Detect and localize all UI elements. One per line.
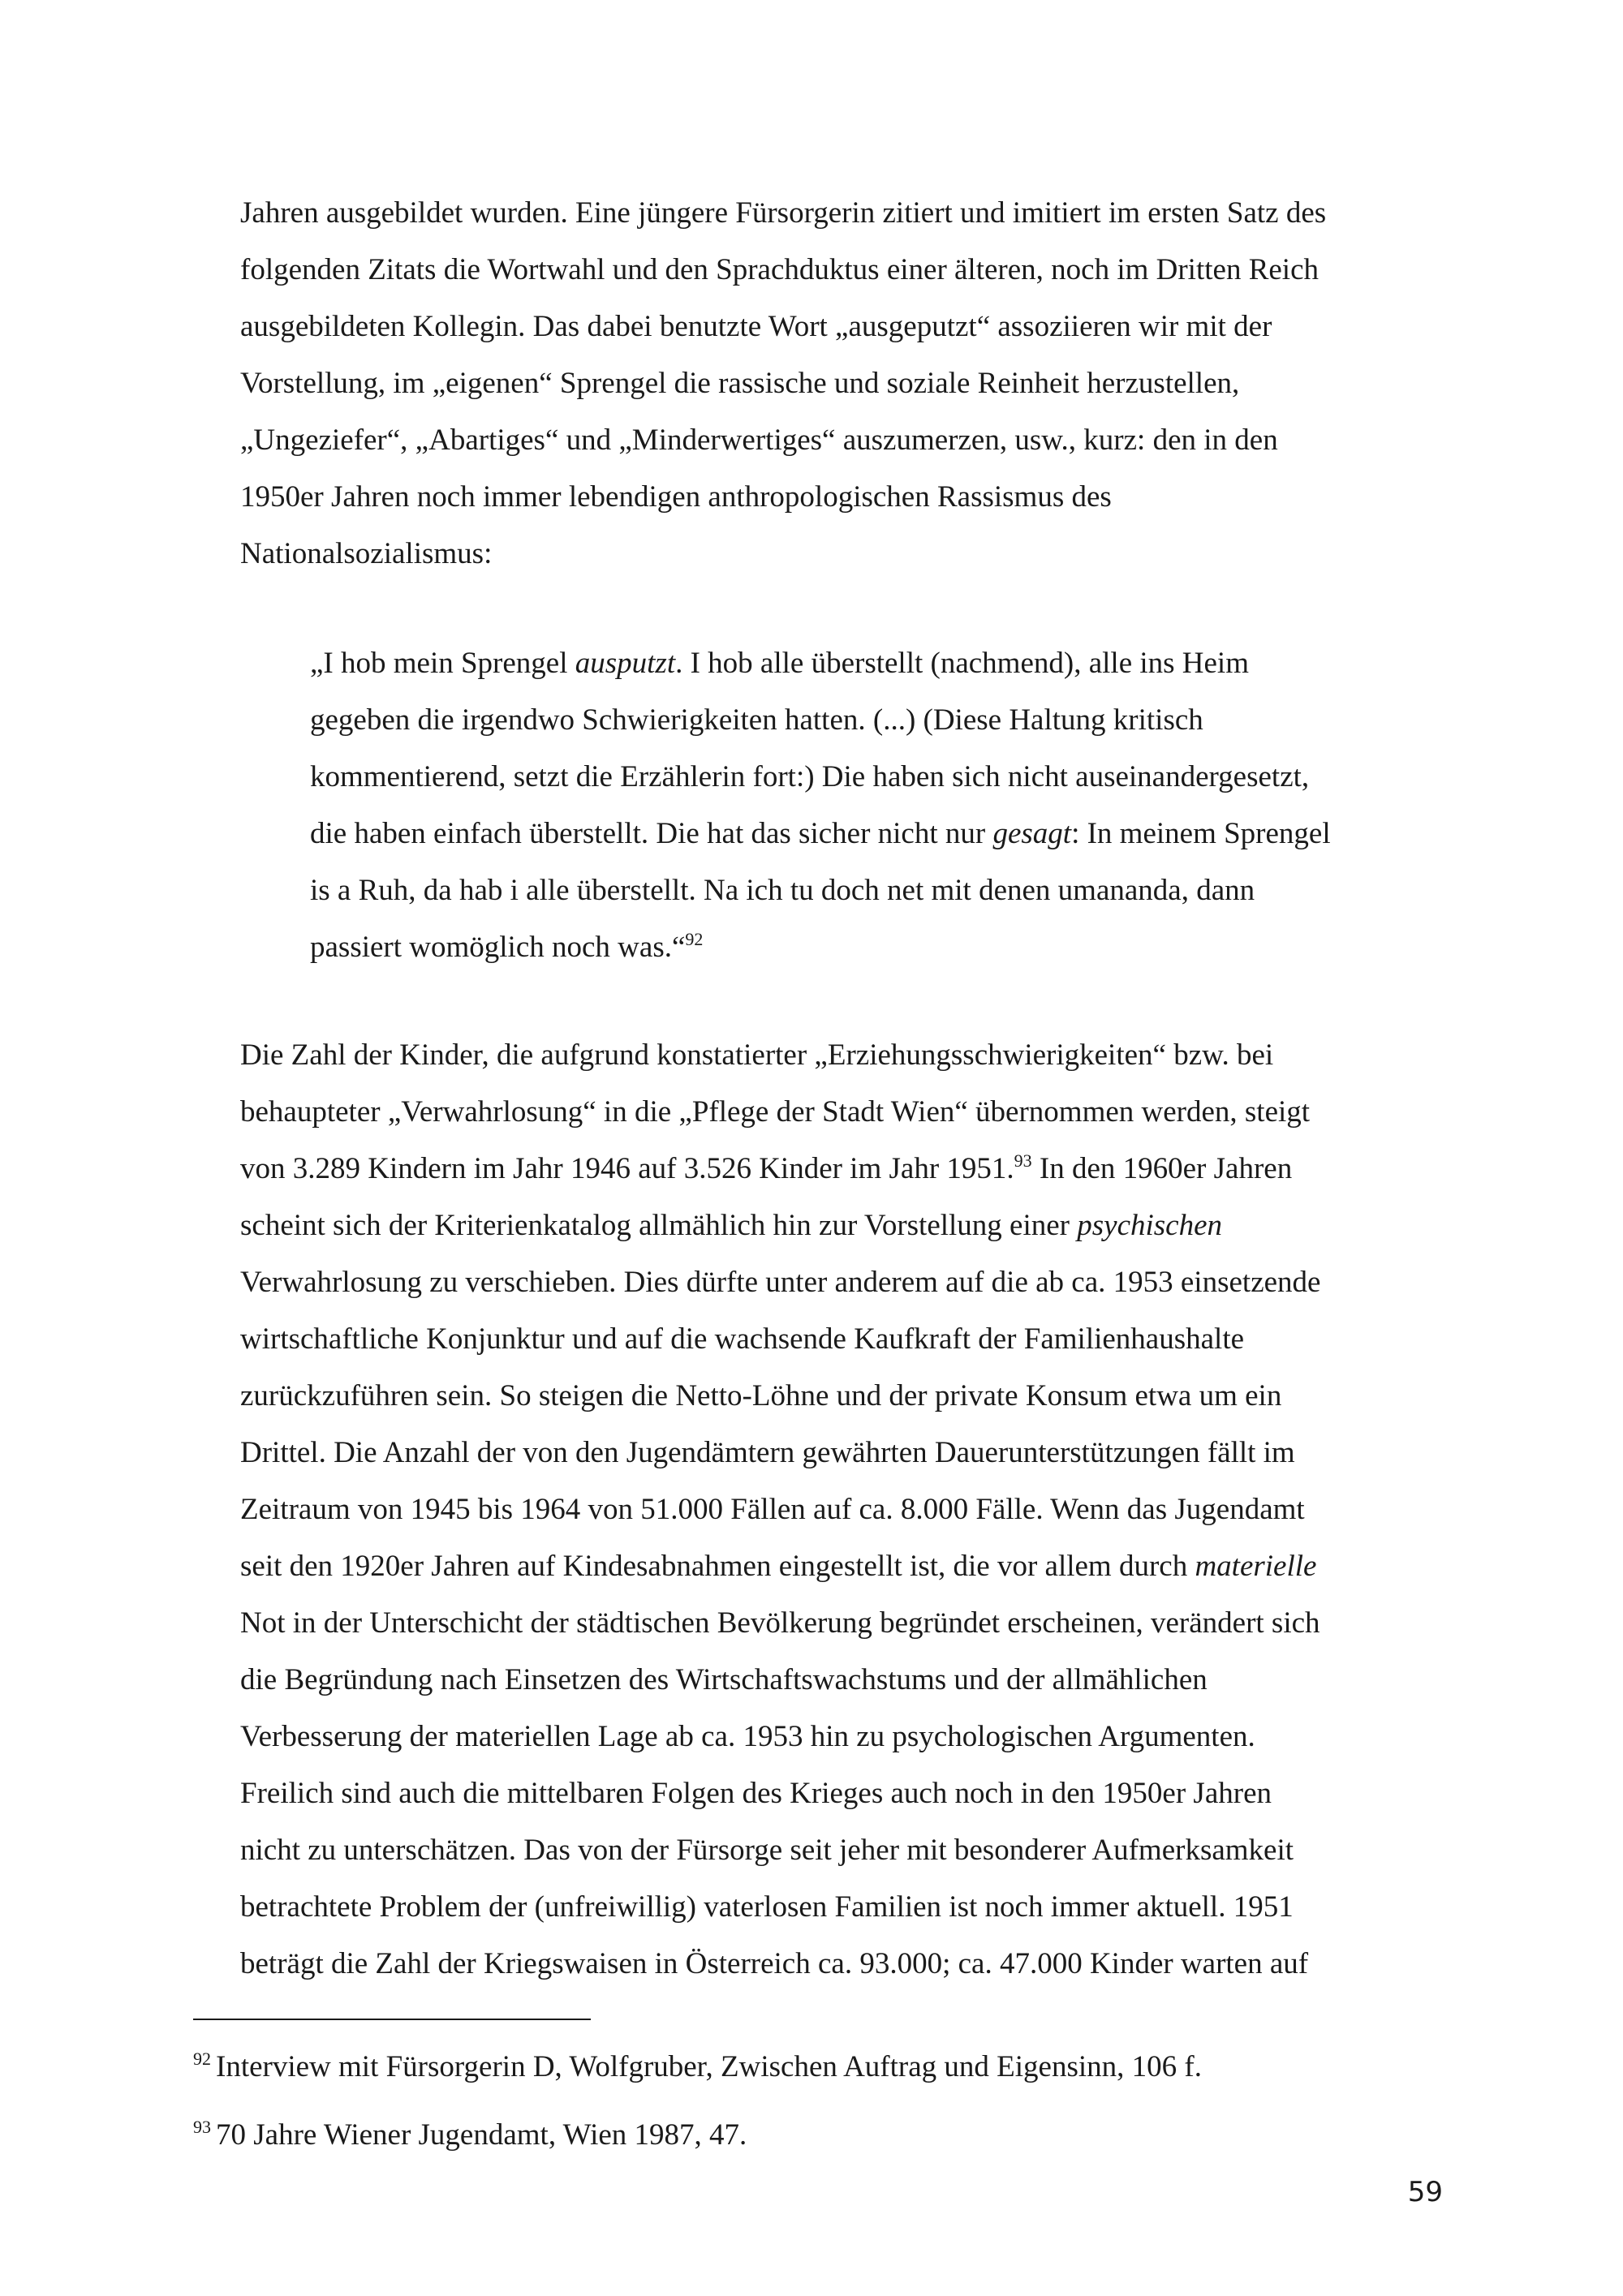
footnote-92 <box>193 2041 1202 2085</box>
text-line: zurückzuführen sein. So steigen die Netto-Löhne und der private Konsum etwa um ein <box>240 1379 1282 1412</box>
footnote-text: 70 Jahre Wiener Jugendamt, Wien 1987, 47. <box>216 2118 747 2152</box>
text-line <box>240 1141 1441 1197</box>
footnote-reference-92[interactable]: 92 <box>685 929 704 949</box>
quote-text: „I hob mein Sprengel <box>310 647 575 680</box>
page-number: 59 <box>1407 2176 1443 2208</box>
text-line: Not in der Unterschicht der städtischen Bevölkerung begründet erscheinen, verändert sich <box>240 1606 1320 1640</box>
footnote-text: Interview mit Fürsorgerin D, Wolfgruber, Zwischen Auftrag und Eigensinn, 106 f. <box>216 2050 1202 2083</box>
quote-text: passiert womöglich noch was.“ <box>310 931 686 964</box>
quote-text: . I hob alle überstellt (nachmend), alle ins Heim <box>675 647 1249 680</box>
text-line: Drittel. Die Anzahl der von den Jugendämtern gewährten Dauerunterstützungen fällt im <box>240 1436 1295 1469</box>
text-segment: seit den 1920er Jahren auf Kindesabnahmen eingestellt ist, die vor allem durch <box>240 1550 1195 1583</box>
quote-line <box>310 635 1365 692</box>
quote-text: die haben einfach überstellt. Die hat das sicher nicht nur <box>310 817 993 850</box>
quote-line: is a Ruh, da hab i alle überstellt. Na ich tu doch net mit denen umananda, dann <box>310 874 1255 907</box>
text-line: 1950er Jahren noch immer lebendigen anthropologischen Rassismus des <box>240 480 1112 514</box>
footnote-divider <box>193 2019 591 2020</box>
text-line: Nationalsozialismus: <box>240 537 493 570</box>
text-segment: von 3.289 Kindern im Jahr 1946 auf 3.526 Kinder im Jahr 1951. <box>240 1152 1014 1185</box>
footnote-reference-93[interactable]: 93 <box>1014 1150 1032 1171</box>
text-line <box>240 1197 1441 1254</box>
text-line: betrachtete Problem der (unfreiwillig) vaterlosen Familien ist noch immer aktuell. 1951 <box>240 1890 1294 1924</box>
paragraph-2 <box>240 1027 1441 1993</box>
text-line: ausgebildeten Kollegin. Das dabei benutzte Wort „ausgeputzt“ assoziieren wir mit der <box>240 310 1272 343</box>
quote-text: : In meinem Sprengel <box>1071 817 1331 850</box>
text-segment: In den 1960er Jahren <box>1031 1152 1293 1185</box>
text-line <box>240 1538 1441 1595</box>
text-line: „Ungeziefer“, „Abartiges“ und „Minderwertiges“ auszumerzen, usw., kurz: den in den <box>240 424 1278 457</box>
text-line: Verbesserung der materiellen Lage ab ca. 1953 hin zu psychologischen Argumenten. <box>240 1720 1255 1753</box>
text-line: Die Zahl der Kinder, die aufgrund konstatierter „Erziehungsschwierigkeiten“ bzw. bei <box>240 1038 1274 1072</box>
quote-line <box>310 919 1365 976</box>
text-line: Jahren ausgebildet wurden. Eine jüngere Fürsorgerin zitiert und imitiert im ersten Satz des <box>240 196 1327 230</box>
emphasis-text: psychischen <box>1077 1209 1223 1242</box>
quote-emphasis: ausputzt <box>575 647 676 680</box>
text-segment: scheint sich der Kriterienkatalog allmählich hin zur Vorstellung einer <box>240 1209 1078 1242</box>
text-line: behaupteter „Verwahrlosung“ in die „Pflege der Stadt Wien“ übernommen werden, steigt <box>240 1095 1311 1129</box>
text-line: Verwahrlosung zu verschieben. Dies dürfte unter anderem auf die ab ca. 1953 einsetzende <box>240 1266 1321 1299</box>
text-line: Freilich sind auch die mittelbaren Folgen des Krieges auch noch in den 1950er Jahren <box>240 1777 1272 1810</box>
quote-line: gegeben die irgendwo Schwierigkeiten hatten. (...) (Diese Haltung kritisch <box>310 703 1203 737</box>
paragraph-1 <box>240 185 1441 583</box>
quote-line <box>310 806 1365 862</box>
footnote-number: 93 <box>193 2117 211 2137</box>
text-line: nicht zu unterschätzen. Das von der Fürsorge seit jeher mit besonderer Aufmerksamkeit <box>240 1834 1294 1867</box>
text-line: wirtschaftliche Konjunktur und auf die wachsende Kaufkraft der Familienhaushalte <box>240 1322 1245 1356</box>
text-line: folgenden Zitats die Wortwahl und den Sprachduktus einer älteren, noch im Dritten Reich <box>240 253 1319 286</box>
text-line: beträgt die Zahl der Kriegswaisen in Österreich ca. 93.000; ca. 47.000 Kinder warten auf <box>240 1947 1309 1980</box>
quote-emphasis: gesagt <box>992 817 1072 850</box>
block-quote <box>310 635 1365 976</box>
footnote-93 <box>193 2109 747 2153</box>
footnote-number: 92 <box>193 2049 211 2069</box>
text-line: Vorstellung, im „eigenen“ Sprengel die rassische und soziale Reinheit herzustellen, <box>240 367 1240 400</box>
text-line: die Begründung nach Einsetzen des Wirtschaftswachstums und der allmählichen <box>240 1663 1208 1696</box>
emphasis-text: materielle <box>1195 1550 1317 1583</box>
quote-line: kommentierend, setzt die Erzählerin fort:) Die haben sich nicht auseinandergesetzt, <box>310 760 1310 793</box>
text-line: Zeitraum von 1945 bis 1964 von 51.000 Fällen auf ca. 8.000 Fälle. Wenn das Jugendamt <box>240 1493 1305 1526</box>
